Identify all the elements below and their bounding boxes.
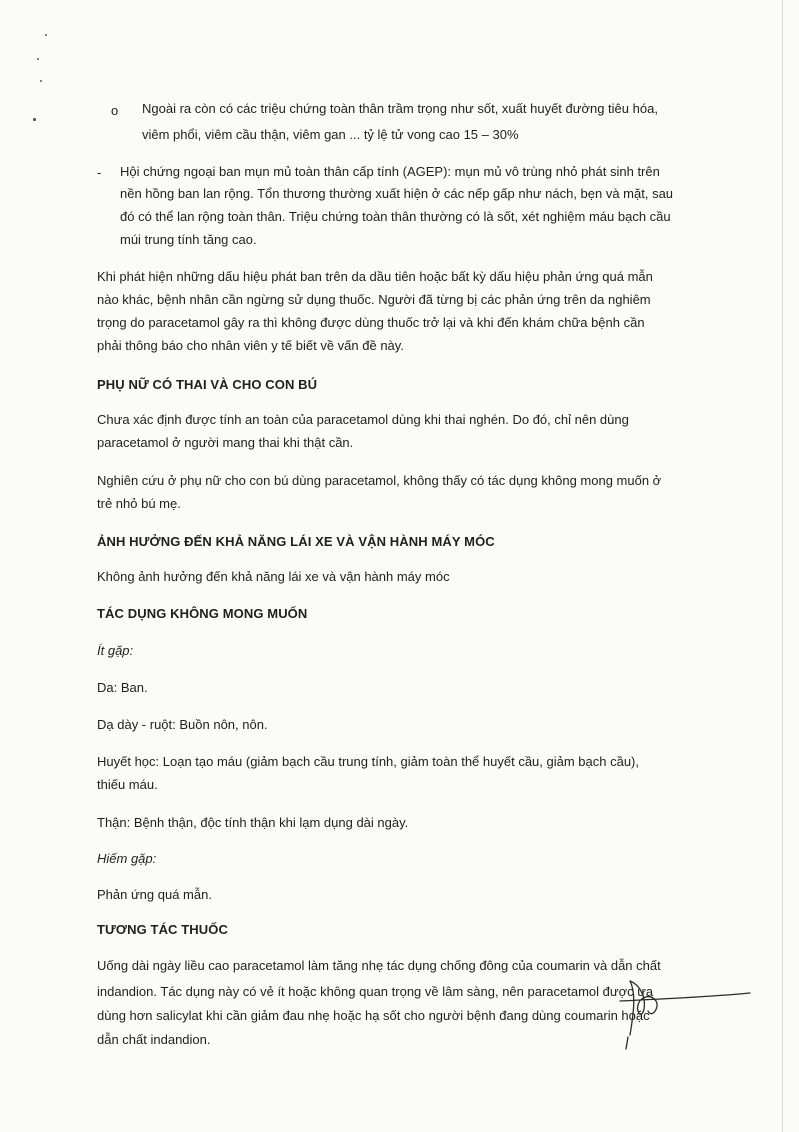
pregnancy-para1-line: paracetamol ở người mang thai khi thật cần.: [97, 435, 354, 450]
dash-bullet-marker: -: [97, 165, 102, 180]
scan-edge-line: [782, 0, 783, 1132]
agep-line: múi trung tính tăng cao.: [120, 232, 257, 247]
adverse-heading: TÁC DỤNG KHÔNG MONG MUỐN: [97, 606, 308, 621]
scan-speck: [33, 118, 36, 121]
adverse-blood-line: thiếu máu.: [97, 777, 158, 792]
adverse-hypersensitivity: Phản ứng quá mẫn.: [97, 887, 212, 902]
adverse-gi: Dạ dày - ruột: Buồn nôn, nôn.: [97, 717, 268, 732]
warning-line: phải thông báo cho nhân viên y tế biết về vấn đề này.: [97, 338, 404, 353]
pregnancy-para2-line: Nghiên cứu ở phụ nữ cho con bú dùng paracetamol, không thấy có tác dụng không mong muốn ở: [97, 473, 662, 488]
agep-line: đó có thể lan rộng toàn thân. Triệu chứng toàn thân thường có là sốt, xét nghiệm máu bạch cầu: [120, 209, 671, 224]
warning-line: nào khác, bệnh nhân cần ngừng sử dụng thuốc. Người đã từng bị các phản ứng trên da nghiêm: [97, 292, 651, 307]
interactions-line: dùng hơn salicylat khi cần giảm đau nhẹ hoặc hạ sốt cho người bệnh đang dùng coumarin hoặc: [97, 1008, 650, 1023]
sub-bullet-marker: o: [111, 103, 119, 118]
interactions-line: Uống dài ngày liều cao paracetamol làm tăng nhẹ tác dụng chống đông của coumarin và dẫn chất: [97, 958, 661, 973]
agep-line: nền hồng ban lan rộng. Tổn thương thường xuất hiện ở các nếp gấp như nách, bẹn và mặt, sau: [120, 186, 674, 201]
pregnancy-para2-line: trẻ nhỏ bú mẹ.: [97, 496, 181, 511]
warning-line: trọng do paracetamol gây ra thì không được dùng thuốc trở lại và khi đến khám chữa bệnh cần: [97, 315, 645, 330]
driving-text: Không ảnh hưởng đến khả năng lái xe và vận hành máy móc: [97, 569, 450, 584]
agep-line: Hội chứng ngoại ban mụn mủ toàn thân cấp tính (AGEP): mụn mủ vô trùng nhỏ phát sinh trên: [120, 164, 660, 179]
adverse-blood-line: Huyết học: Loạn tạo máu (giảm bạch cầu trung tính, giảm toàn thể huyết cầu, giảm bạch cầu),: [97, 754, 639, 769]
pregnancy-para1-line: Chưa xác định được tính an toàn của paracetamol dùng khi thai nghén. Do đó, chỉ nên dùng: [97, 412, 629, 427]
rare-label: Hiếm gặp:: [97, 851, 157, 866]
uncommon-label: Ít gặp:: [97, 643, 134, 658]
pregnancy-heading: PHỤ NỮ CÓ THAI VÀ CHO CON BÚ: [97, 377, 318, 392]
interactions-heading: TƯƠNG TÁC THUỐC: [97, 922, 228, 937]
driving-heading: ẢNH HƯỞNG ĐẾN KHẢ NĂNG LÁI XE VÀ VẬN HÀNH MÁY MÓC: [97, 534, 495, 549]
adverse-skin: Da: Ban.: [97, 680, 148, 695]
interactions-line: dẫn chất indandion.: [97, 1032, 211, 1047]
interactions-line: indandion. Tác dụng này có vẻ ít hoặc không quan trọng về lâm sàng, nên paracetamol được ưa: [97, 984, 654, 999]
scan-speck: [45, 34, 47, 36]
adverse-kidney: Thận: Bệnh thận, độc tính thận khi lạm dụng dài ngày.: [97, 815, 409, 830]
scan-speck: [37, 58, 39, 60]
sub-bullet-line: Ngoài ra còn có các triệu chứng toàn thân trầm trọng như sốt, xuất huyết đường tiêu hóa,: [142, 101, 658, 116]
handwritten-signature: [600, 975, 760, 1055]
sub-bullet-line: viêm phổi, viêm cầu thận, viêm gan ... tỷ lệ tử vong cao 15 – 30%: [142, 127, 519, 142]
scan-speck: [40, 80, 42, 82]
warning-line: Khi phát hiện những dấu hiệu phát ban trên da dầu tiên hoặc bất kỳ dấu hiệu phản ứng quá mẫn: [97, 269, 653, 284]
